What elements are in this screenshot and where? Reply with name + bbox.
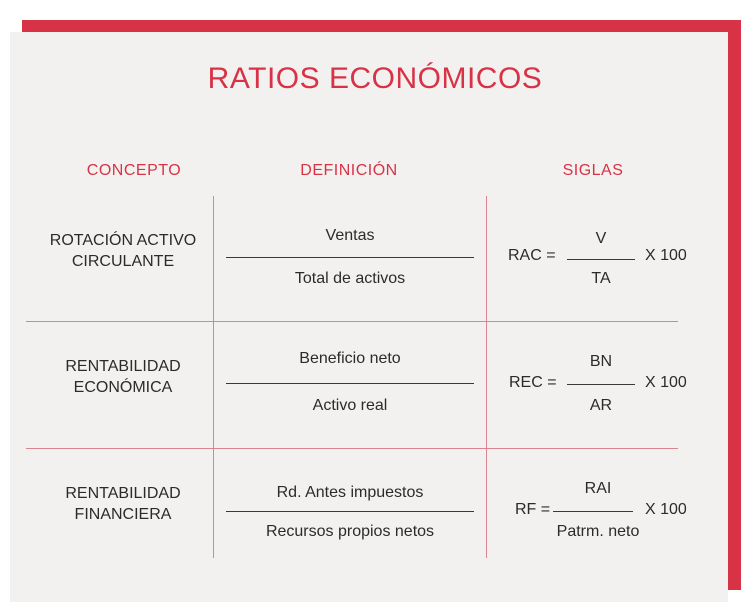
sigla-multiplier: X 100	[645, 247, 687, 264]
definition-numerator: Ventas	[325, 227, 375, 244]
sigla-fraction-bar	[567, 259, 635, 260]
sigla-fraction-bar	[553, 511, 633, 512]
definition-fraction-bar	[226, 383, 474, 384]
sigla-multiplier: X 100	[645, 501, 687, 518]
definition-denominator: Total de activos	[294, 270, 406, 287]
sigla-fraction-bar	[567, 384, 635, 385]
definition-numerator: Rd. Antes impuestos	[276, 484, 424, 501]
header-concepto: CONCEPTO	[86, 162, 182, 179]
definition-fraction-bar	[226, 511, 474, 512]
header-definicion: DEFINICIÓN	[300, 162, 398, 179]
sigla-denominator: Patrm. neto	[556, 523, 640, 540]
sigla-label: REC =	[509, 374, 557, 391]
concept-line: RENTABILIDAD	[65, 358, 181, 375]
definition-denominator: Activo real	[312, 397, 388, 414]
definition-denominator: Recursos propios netos	[265, 523, 435, 540]
sigla-label: RAC =	[508, 247, 556, 264]
concept-cell	[23, 230, 223, 272]
concept-line: RENTABILIDAD	[65, 485, 181, 502]
sigla-denominator: TA	[591, 270, 611, 287]
definition-numerator: Beneficio neto	[299, 350, 401, 367]
sigla-numerator: RAI	[584, 480, 612, 497]
concept-line: CIRCULANTE	[71, 253, 175, 270]
header-siglas: SIGLAS	[562, 162, 624, 179]
sigla-multiplier: X 100	[645, 374, 687, 391]
sigla-numerator: V	[595, 230, 607, 247]
sigla-numerator: BN	[589, 353, 613, 370]
concept-line: FINANCIERA	[74, 506, 172, 523]
sigla-label: RF =	[515, 501, 551, 518]
concept-cell	[23, 483, 223, 525]
concept-line: ECONÓMICA	[73, 379, 173, 396]
row-divider-1	[26, 321, 678, 322]
column-divider-2	[486, 196, 487, 558]
sigla-denominator: AR	[589, 397, 613, 414]
concept-line: ROTACIÓN ACTIVO	[49, 232, 197, 249]
concept-cell	[23, 356, 223, 398]
page-title: RATIOS ECONÓMICOS	[207, 62, 543, 95]
definition-fraction-bar	[226, 257, 474, 258]
row-divider-2	[26, 448, 678, 449]
